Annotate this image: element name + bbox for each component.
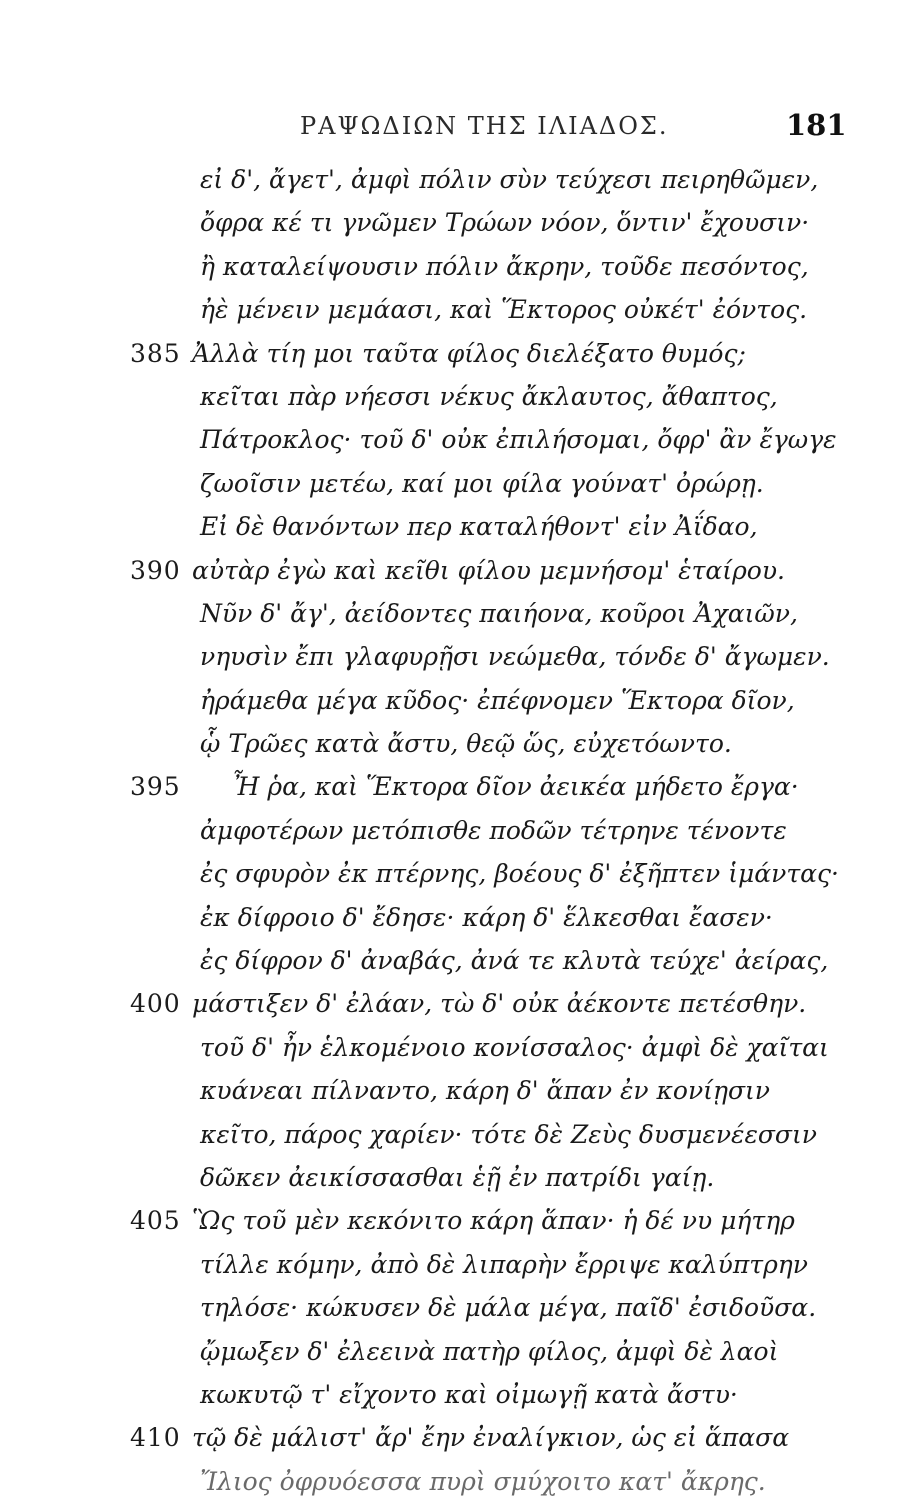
verse-text: ἐς δίφρον δ' ἀναβάς, ἀνά τε κλυτὰ τεύχε' ἀείρας, — [200, 946, 829, 976]
verse-text: νηυσὶν ἔπι γλαφυρῇσι νεώμεθα, τόνδε δ' ἄγωμεν. — [200, 642, 830, 672]
verse-text: Ἴλιος ὀφρυόεσσα πυρὶ σμύχοιτο κατ' ἄκρης. — [200, 1466, 766, 1496]
verse-line — [0, 896, 912, 939]
verse-text: ἠὲ μένειν μεμάασι, καὶ Ἕκτορος οὐκέτ' ἐόντος. — [200, 295, 808, 325]
verse-text: ζωοῖσιν μετέω, καί μοι φίλα γούνατ' ὀρώρῃ. — [200, 468, 764, 498]
verse-line — [0, 635, 912, 678]
verse-line — [0, 1416, 912, 1459]
verse-text: δῶκεν ἀεικίσσασθαι ἑῇ ἐν πατρίδι γαίῃ. — [200, 1162, 715, 1192]
verse-text: τῷ δὲ μάλιστ' ἄρ' ἔην ἐναλίγκιον, ὡς εἰ ἅπασα — [192, 1423, 790, 1453]
verse-text: μάστιξεν δ' ἐλάαν, τὼ δ' οὐκ ἀέκοντε πετέσθην. — [192, 989, 807, 1019]
verse-text: κεῖται πὰρ νήεσσι νέκυς ἄκλαυτος, ἄθαπτος, — [200, 381, 778, 411]
verse-line — [0, 592, 912, 635]
verse-line — [0, 418, 912, 461]
verse-line — [0, 765, 912, 808]
verse-line — [0, 1069, 912, 1112]
verse-line — [0, 1113, 912, 1156]
page-header — [0, 108, 912, 152]
verse-line — [0, 679, 912, 722]
verse-line — [0, 1243, 912, 1286]
line-number: 385 — [130, 338, 181, 368]
verse-text: Ἦ ῥα, καὶ Ἕκτορα δῖον ἀεικέα μήδετο ἔργα· — [232, 772, 799, 802]
verse-text: ᾧ Τρῶες κατὰ ἄστυ, θεῷ ὥς, εὐχετόωντο. — [200, 729, 732, 759]
line-number: 410 — [130, 1423, 181, 1453]
verse-text: κεῖτο, πάρος χαρίεν· τότε δὲ Ζεὺς δυσμενέεσσιν — [200, 1119, 817, 1149]
line-number: 390 — [130, 555, 181, 585]
verse-line — [0, 201, 912, 244]
verse-text: Ἀλλὰ τίη μοι ταῦτα φίλος διελέξατο θυμός; — [192, 338, 746, 368]
verse-block — [0, 158, 912, 1503]
verse-text: τοῦ δ' ἦν ἑλκομένοιο κονίσσαλος· ἀμφὶ δὲ χαῖται — [200, 1032, 829, 1062]
verse-line — [0, 1026, 912, 1069]
verse-text: τηλόσε· κώκυσεν δὲ μάλα μέγα, παῖδ' ἐσιδοῦσα. — [200, 1293, 817, 1323]
verse-line — [0, 1373, 912, 1416]
verse-line — [0, 462, 912, 505]
verse-text: κυάνεαι πίλναντο, κάρη δ' ἅπαν ἐν κονίῃσιν — [200, 1076, 771, 1106]
verse-line — [0, 332, 912, 375]
verse-line — [0, 982, 912, 1025]
verse-line — [0, 1286, 912, 1329]
verse-text: Ὣς τοῦ μὲν κεκόνιτο κάρη ἅπαν· ἡ δέ νυ μήτηρ — [192, 1206, 795, 1236]
verse-line — [0, 852, 912, 895]
verse-line — [0, 245, 912, 288]
verse-text: ὄφρα κέ τι γνῶμεν Τρώων νόον, ὅντιν' ἔχουσιν· — [200, 208, 810, 238]
verse-text: Εἰ δὲ θανόντων περ καταλήθοντ' εἰν Ἀΐδαο, — [200, 512, 758, 542]
verse-line — [0, 1330, 912, 1373]
verse-line — [0, 549, 912, 592]
verse-line — [0, 1199, 912, 1242]
verse-text: κωκυτῷ τ' εἴχοντο καὶ οἰμωγῇ κατὰ ἄστυ· — [200, 1379, 738, 1409]
verse-text: ἀμφοτέρων μετόπισθε ποδῶν τέτρηνε τένοντε — [200, 815, 787, 845]
verse-text: ἢ καταλείψουσιν πόλιν ἄκρην, τοῦδε πεσόντος, — [200, 251, 809, 281]
verse-line — [0, 505, 912, 548]
line-number: 405 — [130, 1206, 181, 1236]
page-number: 181 — [786, 108, 847, 142]
verse-text: τίλλε κόμην, ἀπὸ δὲ λιπαρὴν ἔρριψε καλύπτρην — [200, 1249, 808, 1279]
verse-text: ᾤμωξεν δ' ἐλεεινὰ πατὴρ φίλος, ἀμφὶ δὲ λαοὶ — [200, 1336, 779, 1366]
verse-line — [0, 1460, 912, 1503]
verse-line — [0, 288, 912, 331]
verse-line — [0, 158, 912, 201]
line-number: 395 — [130, 772, 181, 802]
verse-line — [0, 722, 912, 765]
verse-text: Πάτροκλος· τοῦ δ' οὐκ ἐπιλήσομαι, ὄφρ' ἂν ἔγωγε — [200, 425, 837, 455]
verse-text: ἐς σφυρὸν ἐκ πτέρνης, βοέους δ' ἐξῆπτεν ἱμάντας· — [200, 859, 839, 889]
verse-line — [0, 375, 912, 418]
verse-text: αὐτὰρ ἐγὼ καὶ κεῖθι φίλου μεμνήσομ' ἑταίρου. — [192, 555, 786, 585]
running-title: ΡΑΨΩΔΙΩΝ ΤΗΣ ΙΛΙΑΔΟΣ. — [300, 112, 669, 140]
line-number: 400 — [130, 989, 181, 1019]
verse-line — [0, 939, 912, 982]
verse-line — [0, 1156, 912, 1199]
verse-text: Νῦν δ' ἄγ', ἀείδοντες παιήονα, κοῦροι Ἀχαιῶν, — [200, 598, 798, 628]
verse-line — [0, 809, 912, 852]
verse-text: ἠράμεθα μέγα κῦδος· ἐπέφνομεν Ἕκτορα δῖον, — [200, 685, 795, 715]
verse-text: ἐκ δίφροιο δ' ἔδησε· κάρη δ' ἕλκεσθαι ἔασεν· — [200, 902, 773, 932]
verse-text: εἰ δ', ἄγετ', ἀμφὶ πόλιν σὺν τεύχεσι πειρηθῶμεν, — [200, 165, 819, 194]
